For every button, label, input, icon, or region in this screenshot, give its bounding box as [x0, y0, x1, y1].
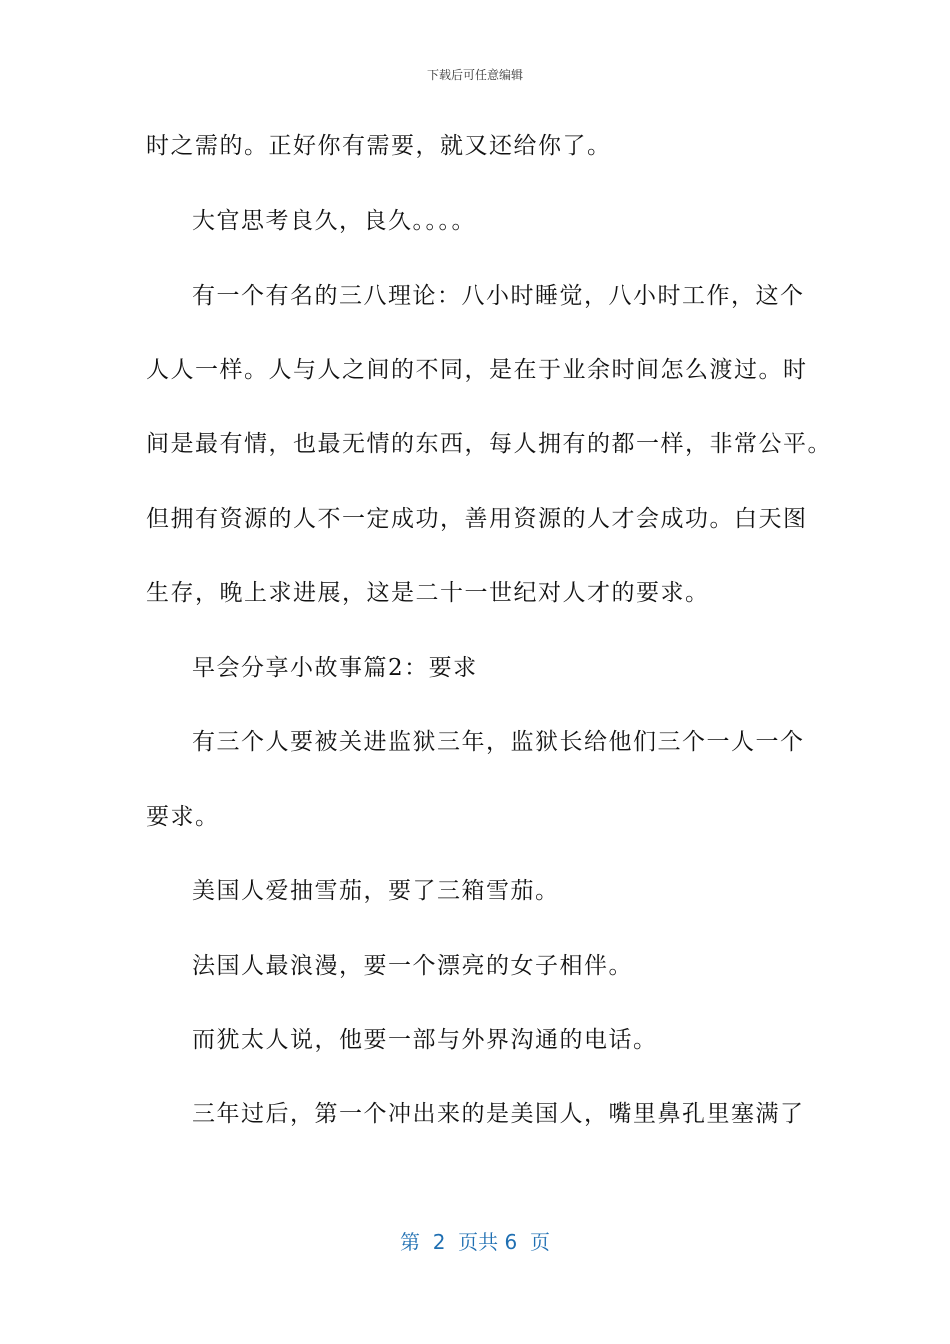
body-line: 美国人爱抽雪茄，要了三箱雪茄。 — [192, 878, 560, 904]
body-line: 有三个人要被关进监狱三年，监狱长给他们三个一人一个 — [192, 729, 805, 755]
body-line: 生存，晚上求进展，这是二十一世纪对人才的要求。 — [146, 580, 710, 606]
body-line: 间是最有情，也最无情的东西，每人拥有的都一样，非常公平。 — [146, 431, 832, 457]
header-note: 下载后可任意编辑 — [426, 68, 523, 82]
body-line: 有一个有名的三八理论：八小时睡觉，八小时工作，这个 — [192, 283, 805, 309]
body-line: 大官思考良久，良久。。。。 — [192, 208, 476, 234]
body-line: 而犹太人说，他要一部与外界沟通的电话。 — [192, 1027, 658, 1053]
section-heading: 早会分享小故事篇2：要求 — [192, 655, 478, 681]
body-line: 法国人最浪漫，要一个漂亮的女子相伴。 — [192, 953, 633, 979]
body-line: 要求。 — [146, 804, 220, 830]
body-line: 人人一样。人与人之间的不同，是在于业余时间怎么渡过。时 — [146, 357, 808, 383]
body-line: 但拥有资源的人不一定成功，善用资源的人才会成功。白天图 — [146, 506, 808, 532]
page-indicator: 第 2 页共 6 页 — [400, 1230, 550, 1254]
body-line: 时之需的。正好你有需要，就又还给你了。 — [146, 133, 612, 159]
body-line: 三年过后，第一个冲出来的是美国人，嘴里鼻孔里塞满了 — [192, 1101, 805, 1127]
